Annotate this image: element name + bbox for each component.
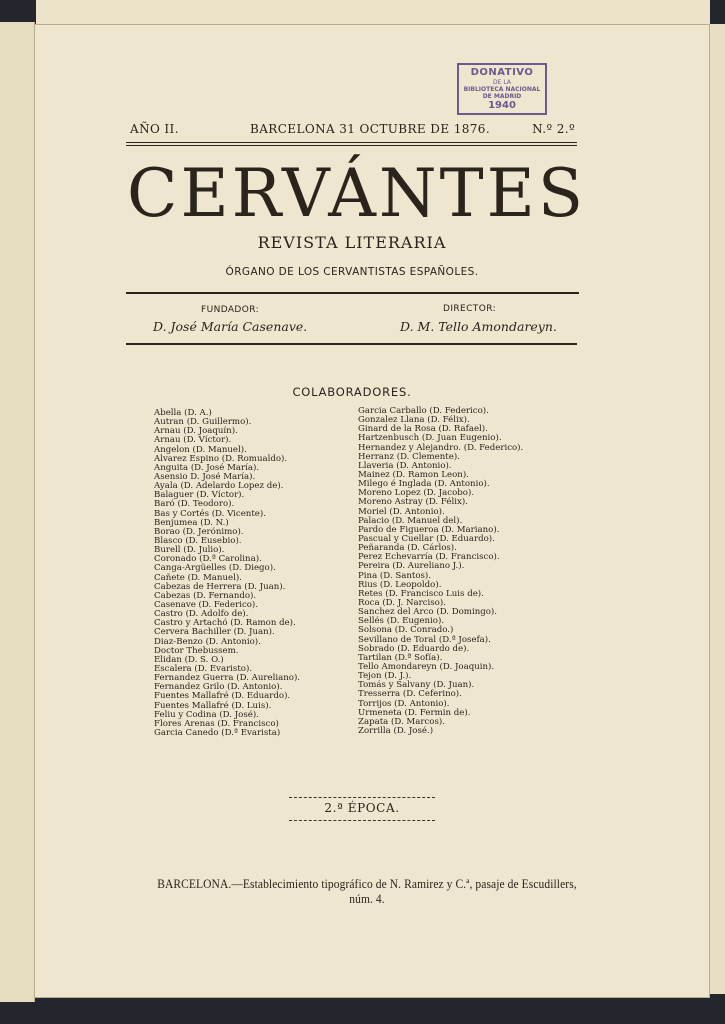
colaborador-entry: Angelon (D. Manuel). xyxy=(154,444,247,455)
colaborador-entry: Zapata (D. Marcos). xyxy=(358,716,445,727)
masthead-organ: ÓRGANO DE LOS CERVANTISTAS ESPAÑOLES. xyxy=(225,266,479,278)
colaborador-entry: Cabezas (D. Fernando). xyxy=(154,590,257,601)
colaborador-entry: Gonzalez Llana (D. Félix). xyxy=(358,415,470,426)
stamp-year: 1940 xyxy=(488,100,516,111)
colaborador-entry: Casenave (D. Federico). xyxy=(154,599,259,610)
colaborador-entry: Arnau (D. Joaquín). xyxy=(154,426,238,437)
colaborador-entry: Ayala (D. Adelardo Lopez de). xyxy=(154,481,284,492)
fundador-name: D. José María Casenave. xyxy=(153,319,308,334)
header-rule-bottom xyxy=(126,145,577,146)
masthead-rule xyxy=(126,292,579,294)
colaborador-entry: Benjumea (D. N.) xyxy=(154,517,229,528)
stamp-line-3: BIBLIOTECA NACIONAL xyxy=(463,86,541,93)
stamp-line-1: DONATIVO xyxy=(470,67,534,78)
colaborador-entry: Blasco (D. Eusebio). xyxy=(154,535,242,546)
colaborador-entry: Hernandez y Alejandro. (D. Federico). xyxy=(358,442,524,453)
colaboradores-heading: COLABORADORES. xyxy=(292,385,412,399)
colaborador-entry: Herranz (D. Clemente). xyxy=(358,451,460,462)
colaborador-entry: Urmeneta (D. Fermin de). xyxy=(358,707,471,718)
colaborador-entry: Mainez (D. Ramon Leon). xyxy=(358,469,469,480)
place-date: BARCELONA 31 OCTUBRE DE 1876. xyxy=(250,122,491,136)
colaborador-entry: Autran (D. Guillermo). xyxy=(154,417,252,428)
colaborador-entry: Feliu y Codina (D. José). xyxy=(154,709,259,720)
colaboradores-right-column xyxy=(358,407,523,736)
colaborador-entry: Moreno Lopez (D. Jacobo). xyxy=(358,488,475,499)
colaborador-entry: Pereira (D. Aureliano J.). xyxy=(358,561,465,572)
colaborador-entry: Fuentes Mallafré (D. Luis). xyxy=(154,700,272,711)
library-donation-stamp xyxy=(457,63,547,115)
colaborador-entry: Sevillano de Toral (D.ª Josefa). xyxy=(358,634,491,645)
colaborador-entry: Fuentes Mallafré (D. Eduardo). xyxy=(154,691,291,702)
epoca-label: 2.ª ÉPOCA. xyxy=(324,801,400,815)
colaborador-entry: Flores Arenas (D. Francisco) xyxy=(154,718,279,729)
colaborador-entry: Cervera Bachiller (D. Juan). xyxy=(154,627,275,638)
colaborador-entry: Pardo de Figueroa (D. Mariano). xyxy=(358,524,500,535)
magazine-cover-page xyxy=(34,24,710,998)
colaborador-entry: Moriel (D. Antonio). xyxy=(358,506,445,517)
colaborador-entry: Moreno Astray (D. Félix). xyxy=(358,497,468,508)
masthead-title: CERVÁNTES xyxy=(127,155,587,232)
header-rule-top xyxy=(126,142,577,143)
colaborador-entry: Ginard de la Rosa (D. Rafael). xyxy=(358,424,488,435)
colaborador-entry: Coronado (D.ª Carolina). xyxy=(154,554,262,565)
staff-rule xyxy=(126,343,577,345)
director-label: DIRECTOR: xyxy=(443,304,496,314)
year-label: AÑO II. xyxy=(130,122,179,136)
colaborador-entry: Arnau (D. Víctor). xyxy=(154,435,232,446)
masthead-subtitle: REVISTA LITERARIA xyxy=(257,233,447,252)
colaborador-entry: Solsona (D. Conrado.) xyxy=(358,625,454,636)
colaborador-entry: Cañete (D. Manuel). xyxy=(154,572,242,583)
colaborador-entry: Retes (D. Francisco Luis de). xyxy=(358,588,484,599)
colaborador-entry: Sobrado (D. Eduardo de). xyxy=(358,643,470,654)
colaborador-entry: Tejon (D. J.). xyxy=(358,671,412,682)
colaborador-entry: Garcia Canedo (D.ª Evarista) xyxy=(154,727,281,738)
colaborador-entry: Tomás y Salvany (D. Juan). xyxy=(358,680,475,691)
colaborador-entry: Roca (D. J. Narciso). xyxy=(358,597,446,608)
underlying-page-top xyxy=(36,0,710,27)
colaborador-entry: Torrijos (D. Antonio). xyxy=(358,698,450,709)
colaborador-entry: Borao (D. Jerónimo). xyxy=(154,526,244,537)
colaborador-entry: Sellés (D. Eugenio). xyxy=(358,616,445,627)
colaborador-entry: Rius (D. Leopoldo). xyxy=(358,579,442,590)
colaborador-entry: Asensio D. José María). xyxy=(154,471,256,482)
fundador-label: FUNDADOR: xyxy=(201,305,260,315)
colaborador-entry: Milego é Inglada (D. Antonio). xyxy=(358,479,490,490)
colaborador-entry: Abella (D. A.) xyxy=(154,408,212,418)
colaborador-entry: Canga-Argüelles (D. Diego). xyxy=(154,563,276,574)
colaborador-entry: Anguita (D. José María). xyxy=(154,462,260,473)
colaborador-entry: Peñaranda (D. Cárlos). xyxy=(358,543,457,554)
colaborador-entry: Llaveria (D. Antonio). xyxy=(358,460,452,471)
colaborador-entry: Elidan (D. S. O.) xyxy=(154,654,224,665)
colaborador-entry: Bas y Cortés (D. Vicente). xyxy=(154,508,266,519)
colaborador-entry: Garcia Carballo (D. Federico). xyxy=(358,406,489,416)
colaborador-entry: Diaz-Benzo (D. Antonio). xyxy=(154,636,261,647)
colaborador-entry: Hartzenbusch (D. Juan Eugenio). xyxy=(358,433,502,444)
stamp-line-4: DE MADRID xyxy=(482,93,522,100)
colaborador-entry: Castro (D. Adolfo de). xyxy=(154,609,249,620)
colaborador-entry: Pascual y Cuellar (D. Eduardo). xyxy=(358,533,495,544)
issue-number: N.º 2.º xyxy=(532,122,575,136)
colaborador-entry: Castro y Artachó (D. Ramon de). xyxy=(154,618,296,629)
colaborador-entry: Alvarez Espino (D. Romualdo). xyxy=(154,453,288,464)
underlying-page-left xyxy=(0,22,35,1002)
issue-header xyxy=(130,122,575,138)
colaborador-entry: Balaguer (D. Víctor). xyxy=(154,490,245,501)
printer-imprint: BARCELONA.—Establecimiento tipográfico de N. Ramirez y C.ª, pasaje de Escudillers, núm. 4. xyxy=(157,877,577,906)
colaborador-entry: Pina (D. Santos). xyxy=(358,570,431,581)
colaborador-entry: Tresserra (D. Ceferino). xyxy=(358,689,462,700)
colaborador-entry: Palacio (D. Manuel del). xyxy=(358,515,463,526)
colaborador-entry: Cabezas de Herrera (D. Juan). xyxy=(154,581,286,592)
colaborador-entry: Tartilan (D.ª Sofía). xyxy=(358,652,443,663)
colaboradores-left-column xyxy=(154,409,300,738)
colaborador-entry: Fernandez Grilo (D. Antonio). xyxy=(154,682,283,693)
colaborador-entry: Zorrilla (D. José.) xyxy=(358,725,434,736)
colaborador-entry: Sanchez del Arco (D. Domingo). xyxy=(358,607,497,618)
colaborador-entry: Burell (D. Julio). xyxy=(154,545,225,556)
colaborador-entry: Perez Echevarría (D. Francisco). xyxy=(358,552,500,563)
colaborador-entry: Fernandez Guerra (D. Aureliano). xyxy=(154,673,301,684)
colaborador-entry: Baró (D. Teodoro). xyxy=(154,499,235,510)
underlying-page-right xyxy=(708,24,725,994)
colaborador-entry: Tello Amondareyn (D. Joaquin). xyxy=(358,661,495,672)
epoca-ornament-bottom xyxy=(289,820,435,824)
director-name: D. M. Tello Amondareyn. xyxy=(400,319,557,334)
colaborador-entry: Doctor Thebussem. xyxy=(154,645,239,656)
stamp-line-2: DE LA xyxy=(493,79,511,86)
colaborador-entry: Escalera (D. Evaristo). xyxy=(154,663,253,674)
